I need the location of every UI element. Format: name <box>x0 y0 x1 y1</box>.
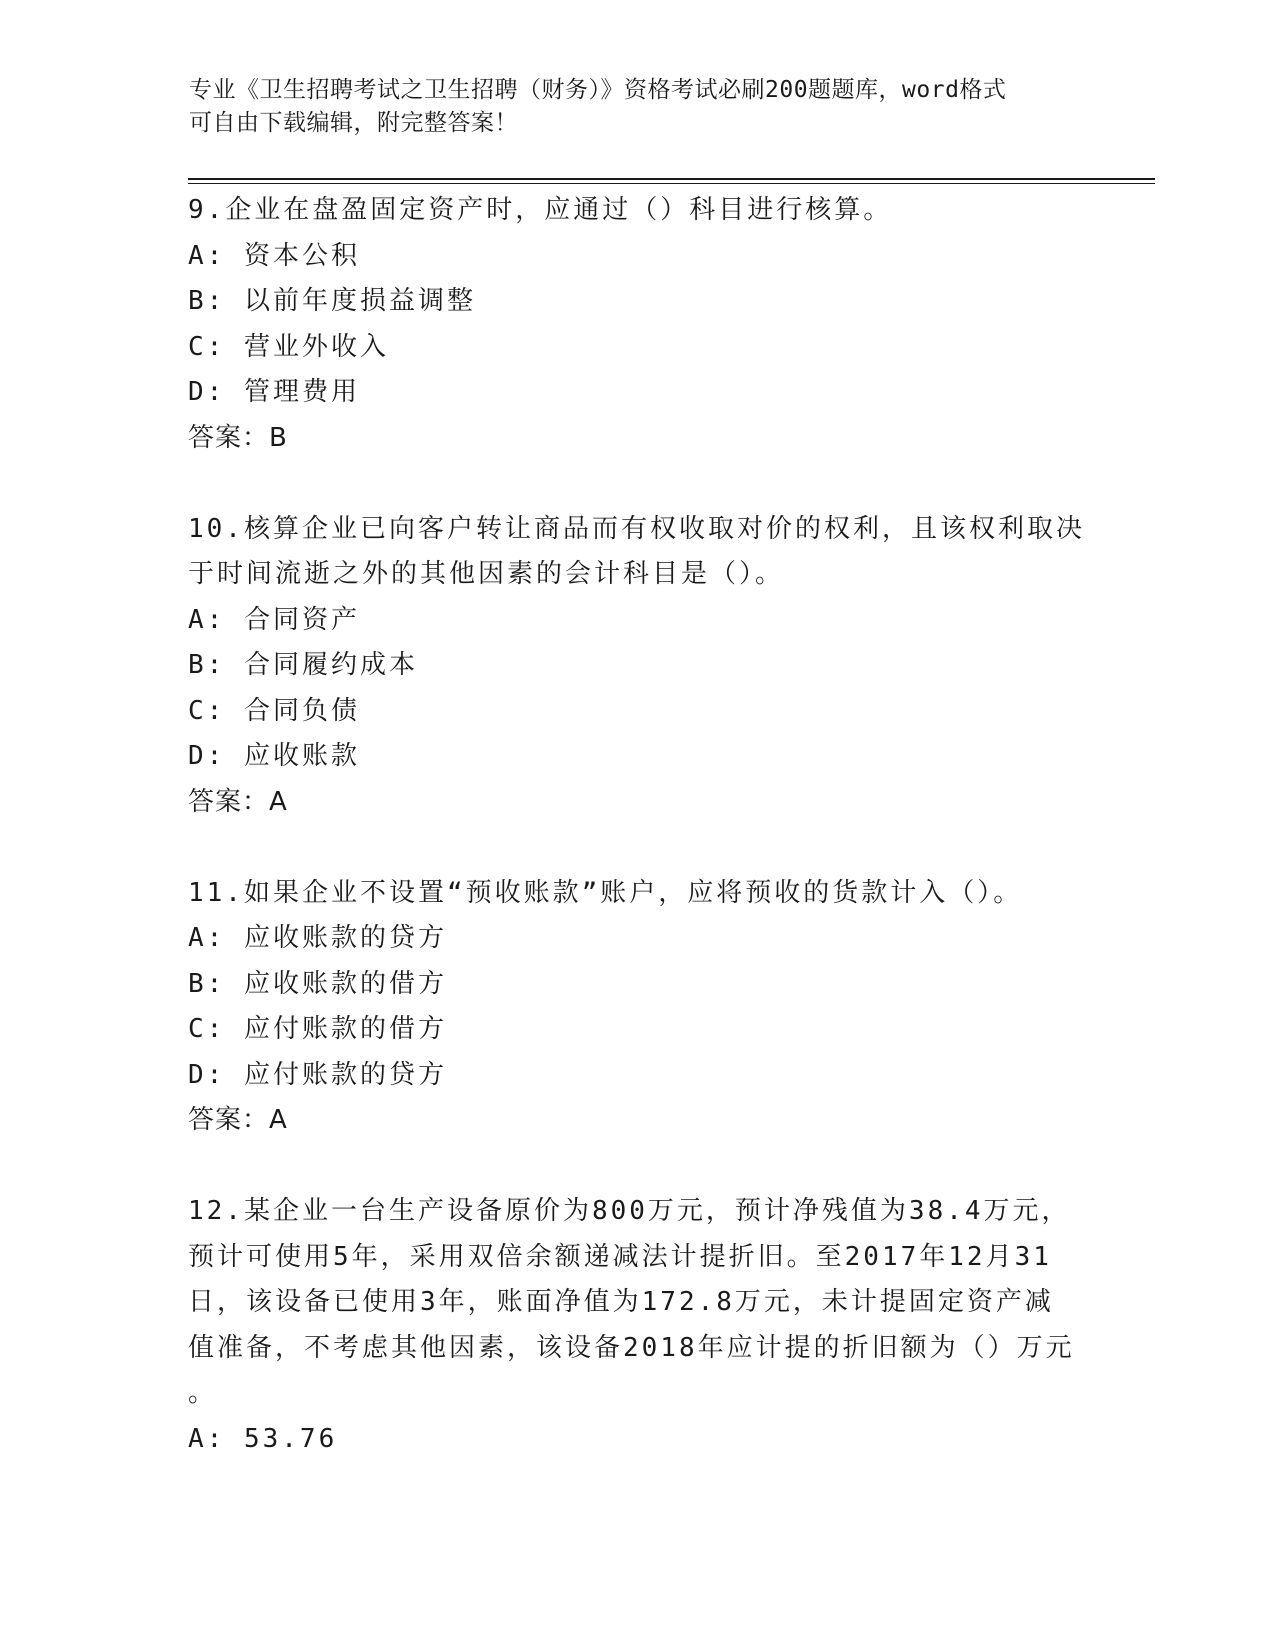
option-b: B: 应收账款的借方 <box>188 968 447 999</box>
question-block-12 <box>188 1189 1088 1462</box>
option-d: D: 管理费用 <box>188 377 360 407</box>
option-a: A: 应收账款的贷方 <box>188 923 447 953</box>
option-c: C: 营业外收入 <box>188 331 389 362</box>
option-d: D: 应收账款 <box>188 741 360 771</box>
answer-line: 答案：B <box>188 422 288 453</box>
header-line-2: 可自由下载编辑，附完整答案！ <box>189 110 518 136</box>
question-stem: 10.核算企业已向客户转让商品而有权收取对价的权利，且该权利取决 <box>188 513 1085 544</box>
question-spacer <box>188 1144 1088 1190</box>
question-stem-continued: 日，该设备已使用3年，账面净值为172.8万元，未计提固定资产减 <box>188 1287 1054 1317</box>
question-stem-continued: 。 <box>188 1378 218 1408</box>
header-divider-thin <box>188 183 1155 184</box>
question-stem-continued: 值准备，不考虑其他因素，该设备2018年应计提的折旧额为（）万元 <box>188 1332 1075 1363</box>
question-spacer <box>188 825 1088 871</box>
header-line-1: 专业《卫生招聘考试之卫生招聘（财务）》资格考试必刷200题题库，word格式 <box>189 77 1007 103</box>
option-b: B: 以前年度损益调整 <box>188 286 476 316</box>
option-a: A: 合同资产 <box>188 604 360 635</box>
question-spacer <box>188 461 1088 507</box>
answer-line: 答案：A <box>188 1105 288 1135</box>
answer-line: 答案：A <box>188 786 288 817</box>
document-header <box>189 74 1089 140</box>
option-a: A: 53.76 <box>188 1423 338 1454</box>
option-b: B: 合同履约成本 <box>188 650 418 680</box>
option-d: D: 应付账款的贷方 <box>188 1059 447 1090</box>
question-block-10 <box>188 507 1088 826</box>
question-block-9 <box>188 188 1088 461</box>
question-stem-continued: 于时间流逝之外的其他因素的会计科目是（）。 <box>188 559 785 589</box>
option-c: C: 应付账款的借方 <box>188 1014 447 1044</box>
header-divider-thick <box>188 178 1155 180</box>
question-block-11 <box>188 871 1088 1144</box>
option-a: A: 资本公积 <box>188 240 360 271</box>
question-list <box>188 188 1088 1462</box>
option-c: C: 合同负债 <box>188 695 360 726</box>
question-stem: 9.企业在盘盈固定资产时，应通过（）科目进行核算。 <box>188 195 893 225</box>
question-stem: 12.某企业一台生产设备原价为800万元，预计净残值为38.4万元， <box>188 1196 1071 1226</box>
question-stem: 11.如果企业不设置“预收账款”账户，应将预收的货款计入（）。 <box>188 877 1023 908</box>
question-stem-continued: 预计可使用5年，采用双倍余额递减法计提折旧。至2017年12月31 <box>188 1241 1052 1272</box>
